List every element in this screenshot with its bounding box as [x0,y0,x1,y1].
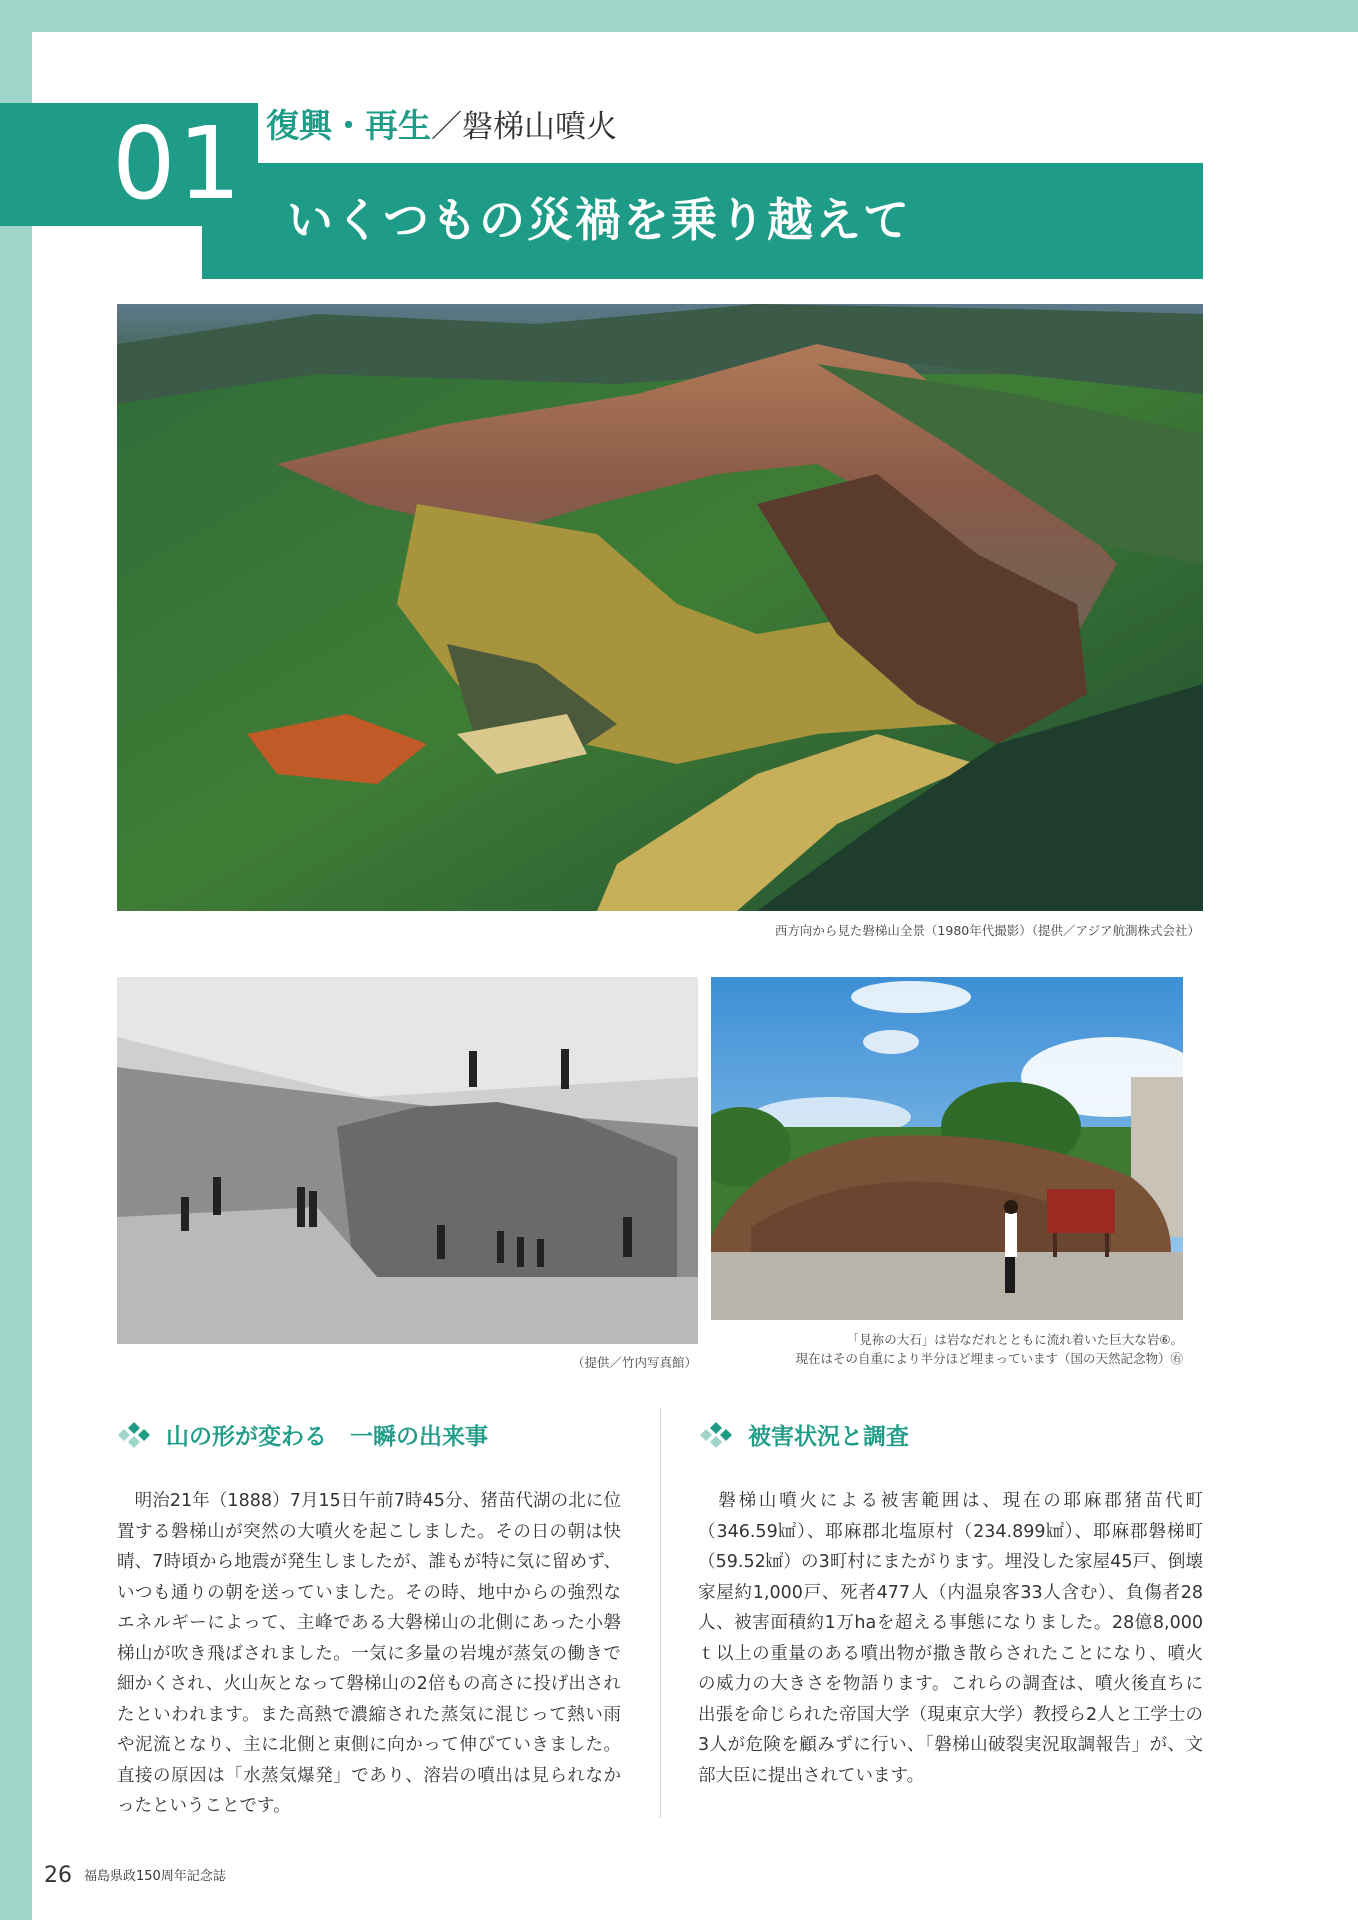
section-body-left: 明治21年（1888）7月15日午前7時45分、猪苗代湖の北に位置する磐梯山が突然の大噴火を起こしました。その日の朝は快晴、7時頃から地震が発生しましたが、誰もが特に気に留めず、いつも通りの朝を送っていました。その時、地中からの強烈なエネルギーによって、主峰である大磐梯山の北側にあった小磐梯山が吹き飛ばされました。一気に多量の岩塊が蒸気の働きで細かくされ、火山灰となって磐梯山の2倍もの高さに投げ出されたといわれます。また高熱で濃縮された蒸気に混じって熱い雨や泥流となり、主に北側と東側に向かって伸びていきました。直接の原因は「水蒸気爆発」であり、溶岩の噴出は見られなかったということです。 [117,1491,621,1816]
publication-name: 福島県政150周年記念誌 [84,1869,226,1884]
section-body-right: 磐梯山噴火による被害範囲は、現在の耶麻郡猪苗代町（346.59㎢）、耶麻郡北塩原村（234.899㎢）、耶麻郡磐梯町（59.52㎢）の3町村にまたがります。埋没した家屋45戸、倒壊家屋約1,000戸、死者477人（内温泉客33人含む）、負傷者28人、被害面積約1万haを超える事態になりました。28億8,000ｔ以上の重量のある噴出物が撒き散らされたことになり、噴火の威力の大きさを物語ります。これらの調査は、噴火後直ちに出張を命じられた帝国大学（現東京大学）教授ら2人と工学士の3人が危険を顧みずに行い、「磐梯山破裂実況取調報告」が、文部大臣に提出されています。 [698,1491,1203,1786]
page-title: いくつもの災禍を乗り越えて [287,193,911,247]
category-label: 復興・再生 [266,106,431,145]
section-heading-left: 山の形が変わる 一瞬の出来事 [166,1424,488,1450]
bw-photo-caption: （提供／竹内写真館） [571,1355,697,1370]
rock-photo-caption [795,1330,1183,1368]
rock-caption-line1: 「見祢の大石」は岩なだれとともに流れ着いた巨大な岩⑥。 [846,1332,1183,1347]
diamond-bullet-icon [114,1420,154,1454]
section-heading-right: 被害状況と調査 [748,1424,909,1450]
column-divider [660,1408,661,1818]
top-decorative-band [0,0,1358,32]
page-number: 26 [44,1863,72,1888]
topic-label: ／磐梯山噴火 [431,109,617,145]
left-decorative-band [0,0,32,1920]
aerial-photo-mount-bandai [117,304,1203,911]
sub-heading [266,104,617,149]
chapter-number: 01 [112,105,244,222]
photo-mine-boulder [711,977,1183,1320]
main-photo-caption: 西方向から見た磐梯山全景（1980年代撮影）（提供／アジア航測株式会社） [774,923,1200,938]
historical-photo-workers [117,977,698,1344]
rock-caption-line2: 現在はその自重により半分ほど埋まっています（国の天然記念物）㊨ [795,1351,1183,1366]
diamond-bullet-icon [696,1420,736,1454]
